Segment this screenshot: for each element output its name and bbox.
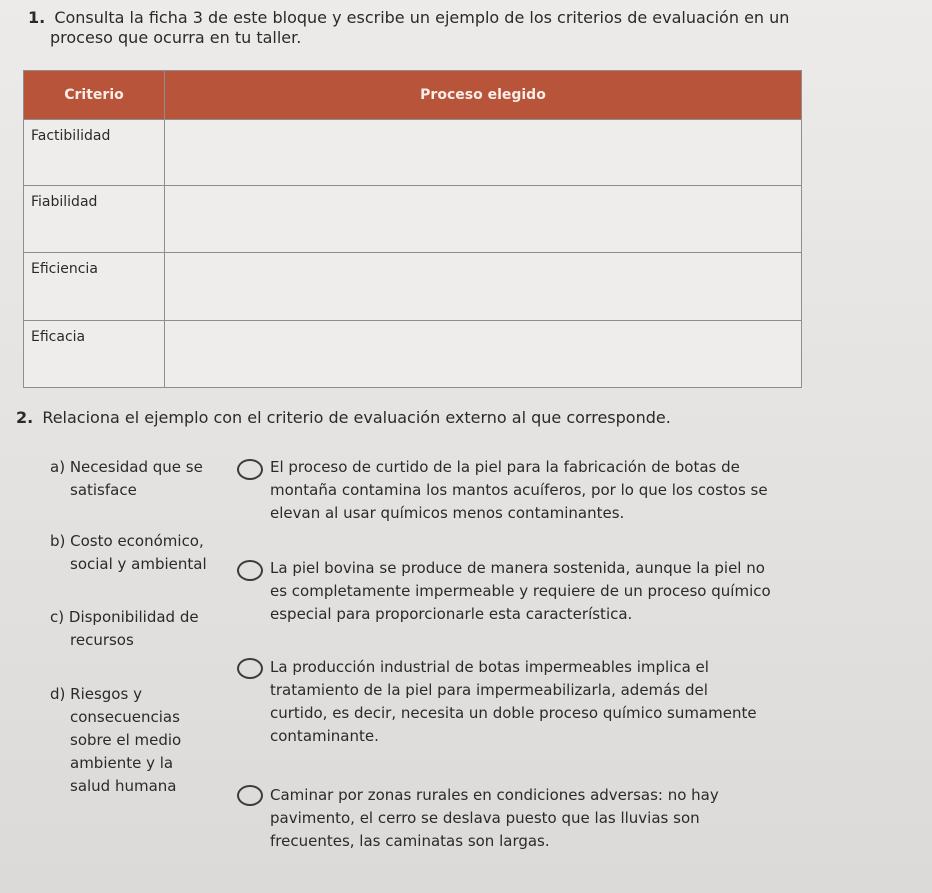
right-item-4	[270, 784, 830, 853]
item-line: frecuentes, las caminatas son largas.	[270, 832, 550, 850]
right-item-1	[270, 456, 830, 525]
criterio-cell: Eficiencia	[24, 253, 165, 321]
item-text-continued: satisface	[70, 481, 137, 499]
left-item-b	[50, 530, 207, 576]
right-item-3	[270, 656, 830, 748]
right-item-2	[270, 557, 830, 626]
header-criterio: Criterio	[24, 71, 165, 120]
answer-circle-1[interactable]	[237, 459, 263, 480]
item-text-continued: salud humana	[70, 777, 177, 795]
item-line: especial para proporcionarle esta característica.	[270, 605, 633, 623]
table-row	[24, 321, 802, 388]
item-text-continued: sobre el medio	[70, 731, 182, 749]
header-proceso-elegido: Proceso elegido	[165, 71, 802, 120]
question-text: Relaciona el ejemplo con el criterio de evaluación externo al que corresponde.	[42, 408, 671, 427]
question-2	[16, 407, 671, 429]
table-row	[24, 253, 802, 321]
question-text: Consulta la ficha 3 de este bloque y escribe un ejemplo de los criterios de evaluación en un	[54, 8, 790, 27]
left-item-d	[50, 683, 181, 798]
item-text-continued: recursos	[70, 631, 134, 649]
item-letter: b)	[50, 532, 66, 550]
criterio-cell: Fiabilidad	[24, 186, 165, 253]
item-line: elevan al usar químicos menos contaminantes.	[270, 504, 625, 522]
answer-cell[interactable]	[165, 253, 802, 321]
item-line: Caminar por zonas rurales en condiciones adversas: no hay	[270, 786, 719, 804]
criterio-cell: Eficacia	[24, 321, 165, 388]
item-line: montaña contamina los mantos acuíferos, por lo que los costos se	[270, 481, 768, 499]
question-number: 2.	[16, 408, 34, 427]
answer-circle-3[interactable]	[237, 658, 263, 679]
item-text: Riesgos y	[70, 685, 142, 703]
answer-cell[interactable]	[165, 321, 802, 388]
criterio-cell: Factibilidad	[24, 120, 165, 186]
left-item-c	[50, 606, 199, 652]
answer-cell[interactable]	[165, 186, 802, 253]
item-line: contaminante.	[270, 727, 379, 745]
item-text: Necesidad que se	[69, 458, 203, 476]
item-line: La producción industrial de botas impermeables implica el	[270, 658, 709, 676]
item-letter: c)	[50, 608, 65, 626]
question-text-continued: proceso que ocurra en tu taller.	[50, 28, 302, 47]
item-letter: d)	[50, 685, 66, 703]
item-letter: a)	[50, 458, 66, 476]
item-text-continued: ambiente y la	[70, 754, 174, 772]
item-line: tratamiento de la piel para impermeabilizarla, además del	[270, 681, 708, 699]
table-row	[24, 120, 802, 186]
item-text-continued: social y ambiental	[70, 555, 207, 573]
answer-cell[interactable]	[165, 120, 802, 186]
item-line: El proceso de curtido de la piel para la fabricación de botas de	[270, 458, 740, 476]
table-row	[24, 186, 802, 253]
answer-circle-4[interactable]	[237, 785, 263, 806]
item-line: pavimento, el cerro se deslava puesto que las lluvias son	[270, 809, 700, 827]
question-number: 1.	[28, 8, 46, 27]
criteria-table	[23, 70, 802, 388]
item-line: La piel bovina se produce de manera sostenida, aunque la piel no	[270, 559, 765, 577]
answer-circle-2[interactable]	[237, 560, 263, 581]
item-text: Disponibilidad de	[68, 608, 199, 626]
item-line: es completamente impermeable y requiere de un proceso químico	[270, 582, 771, 600]
left-item-a	[50, 456, 203, 502]
item-text-continued: consecuencias	[70, 708, 180, 726]
question-1	[28, 6, 908, 47]
item-text: Costo económico,	[70, 532, 204, 550]
item-line: curtido, es decir, necesita un doble proceso químico sumamente	[270, 704, 757, 722]
